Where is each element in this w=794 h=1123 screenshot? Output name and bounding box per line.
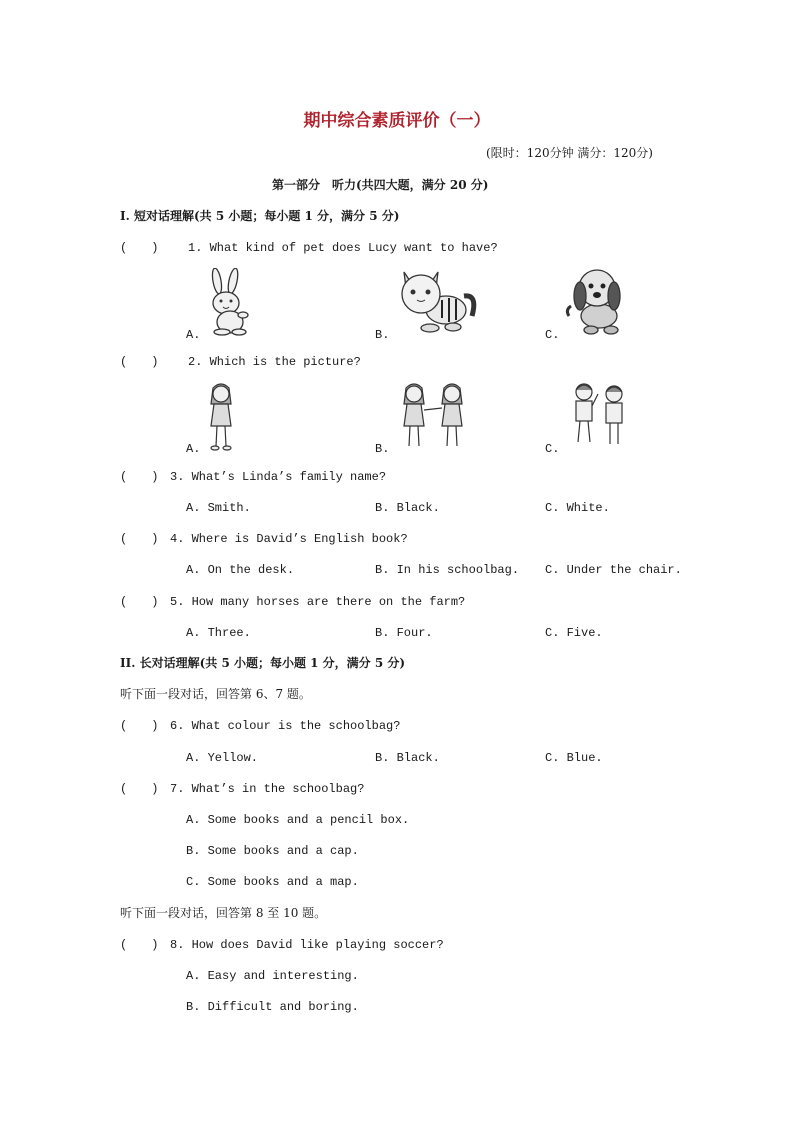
- question-text: 2. Which is the picture?: [188, 355, 361, 369]
- option-b[interactable]: B. Four.: [375, 626, 433, 640]
- option-b[interactable]: B. Black.: [375, 751, 440, 765]
- option-b[interactable]: B. Some books and a cap.: [186, 844, 359, 858]
- option-b[interactable]: B. In his schoolbag.: [375, 563, 520, 577]
- option-c[interactable]: C. Under the chair.: [545, 563, 682, 577]
- option-c[interactable]: C. Some books and a map.: [186, 875, 359, 889]
- option-label[interactable]: C.: [545, 328, 560, 342]
- one-girl-icon: [203, 380, 239, 452]
- option-label[interactable]: B.: [375, 328, 390, 342]
- option-a[interactable]: A. Easy and interesting.: [186, 969, 359, 983]
- question-text: 6. What colour is the schoolbag?: [170, 719, 401, 733]
- answer-paren[interactable]: ( ): [120, 938, 159, 952]
- option-a[interactable]: A. On the desk.: [186, 563, 295, 577]
- rabbit-icon: [200, 268, 260, 336]
- instruction: 听下面一段对话，回答第 8 至 10 题。: [120, 906, 327, 920]
- option-label[interactable]: C.: [545, 442, 560, 456]
- dog-icon: [565, 266, 625, 336]
- page-title: 期中综合素质评价（一）: [303, 111, 491, 131]
- question-text: 8. How does David like playing soccer?: [170, 938, 444, 952]
- answer-paren[interactable]: ( ): [120, 470, 159, 484]
- part-heading: 第一部分 听力(共四大题，满分 20 分): [272, 178, 489, 192]
- question-text: 7. What’s in the schoolbag?: [170, 782, 365, 796]
- question-text: 5. How many horses are there on the farm?: [170, 595, 466, 609]
- question-text: 3. What’s Linda’s family name?: [170, 470, 387, 484]
- option-c[interactable]: C. White.: [545, 501, 610, 515]
- cat-icon: [398, 266, 478, 334]
- option-label[interactable]: A.: [186, 442, 201, 456]
- option-b[interactable]: B. Difficult and boring.: [186, 1000, 359, 1014]
- answer-paren[interactable]: ( ): [120, 719, 159, 733]
- option-a[interactable]: A. Three.: [186, 626, 251, 640]
- option-b[interactable]: B. Black.: [375, 501, 440, 515]
- instruction: 听下面一段对话，回答第 6、7 题。: [120, 687, 311, 701]
- question-text: 4. Where is David’s English book?: [170, 532, 408, 546]
- section1-heading: I. 短对话理解(共 5 小题；每小题 1 分，满分 5 分): [120, 209, 400, 223]
- time-limit: (限时：120分钟 满分：120分): [486, 146, 653, 160]
- option-a[interactable]: A. Yellow.: [186, 751, 259, 765]
- answer-paren[interactable]: ( ): [120, 241, 159, 255]
- answer-paren[interactable]: ( ): [120, 782, 159, 796]
- answer-paren[interactable]: ( ): [120, 355, 159, 369]
- option-c[interactable]: C. Blue.: [545, 751, 603, 765]
- option-c[interactable]: C. Five.: [545, 626, 603, 640]
- option-label[interactable]: A.: [186, 328, 201, 342]
- option-a[interactable]: A. Smith.: [186, 501, 251, 515]
- option-label[interactable]: B.: [375, 442, 390, 456]
- two-boys-icon: [568, 380, 632, 450]
- answer-paren[interactable]: ( ): [120, 532, 159, 546]
- question-text: 1. What kind of pet does Lucy want to have?: [188, 241, 498, 255]
- answer-paren[interactable]: ( ): [120, 595, 159, 609]
- option-a[interactable]: A. Some books and a pencil box.: [186, 813, 410, 827]
- two-girls-icon: [398, 380, 470, 452]
- section2-heading: II. 长对话理解(共 5 小题；每小题 1 分，满分 5 分): [120, 656, 406, 670]
